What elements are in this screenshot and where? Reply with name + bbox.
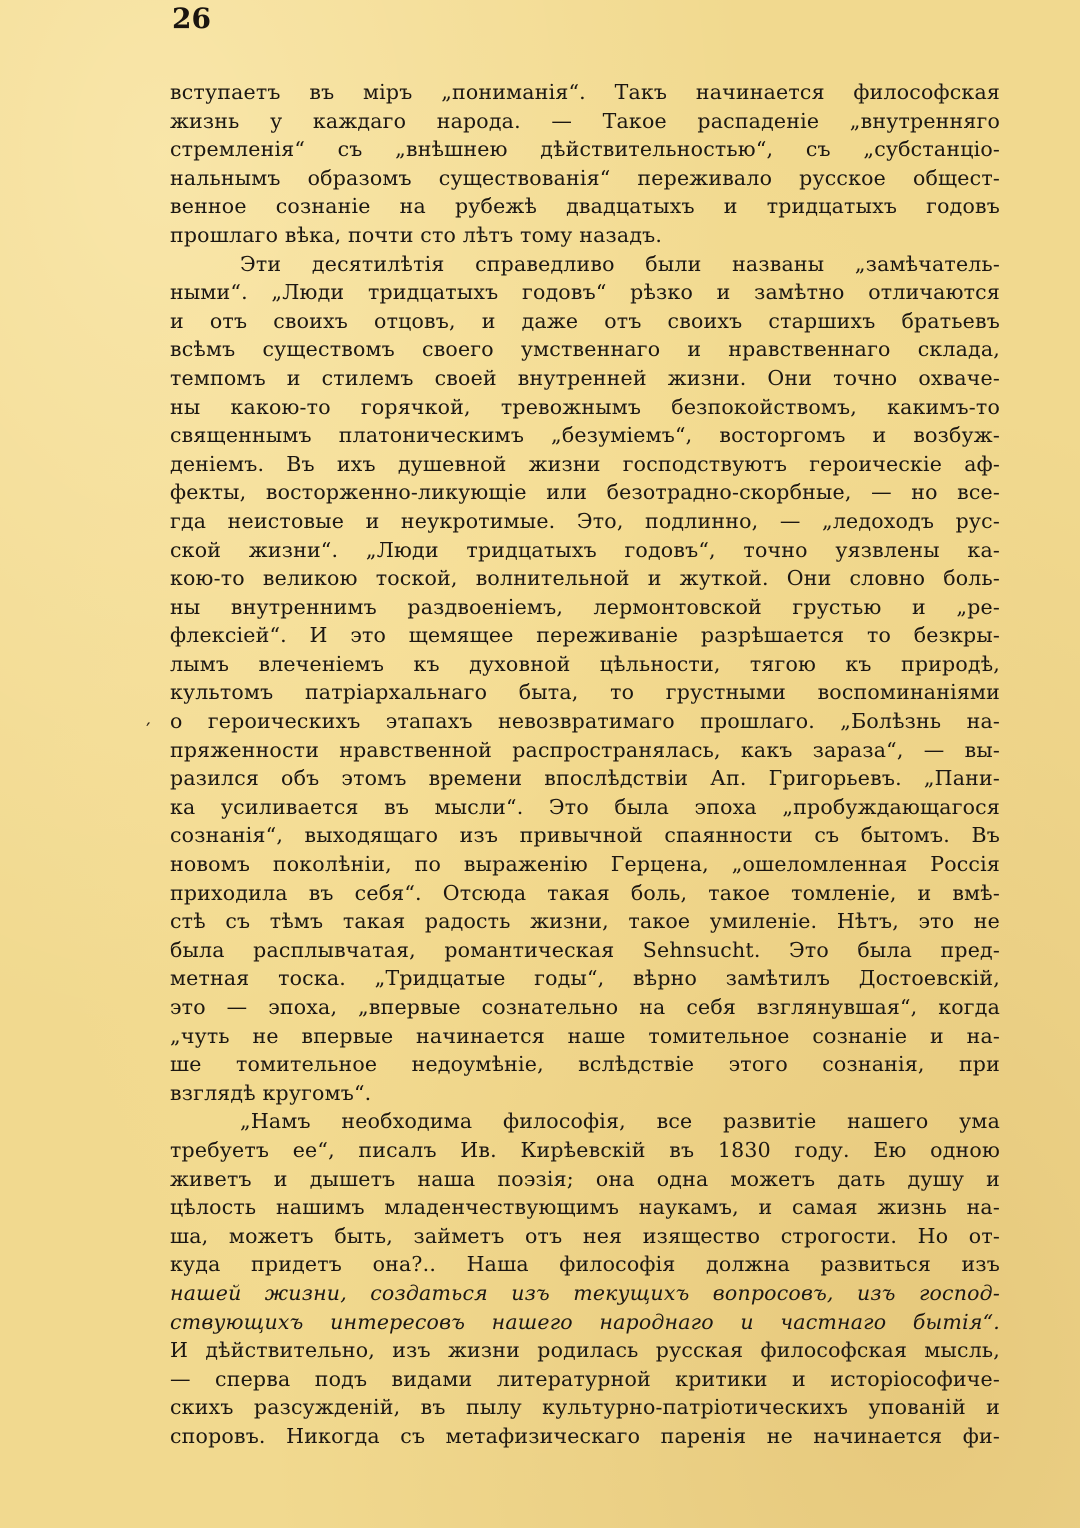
text-line: сознанія“, выходящаго изъ привычной спаянности съ бытомъ. Въ: [170, 823, 1000, 848]
text-line: И дѣйствительно, изъ жизни родилась русская философская мысль,: [170, 1338, 1000, 1363]
text-line: новомъ поколѣніи, по выраженію Герцена, „ошеломленная Россія: [170, 852, 1000, 877]
text-line: священнымъ платоническимъ „безуміемъ“, восторгомъ и возбуж-: [170, 423, 1000, 448]
text-line: флексіей“. И это щемящее переживаніе разрѣшается то безкры-: [170, 623, 1000, 648]
text-line: всѣмъ существомъ своего умственнаго и нравственнаго склада,: [170, 337, 1000, 362]
text-line: вступаетъ въ міръ „пониманія“. Такъ начинается философская: [170, 80, 1000, 104]
text-line: „чуть не впервые начинается наше томительное сознаніе и на-: [170, 1023, 1000, 1048]
body-text: [170, 78, 1000, 1451]
text-line: ствующихъ интересовъ нашего народнаго и частнаго бытія“.: [170, 1309, 1000, 1334]
text-line: ка усиливается въ мысли“. Это была эпоха „пробуждающагося: [170, 794, 1000, 819]
text-line: лымъ влеченіемъ къ духовной цѣльности, тягою къ природѣ,: [170, 651, 1000, 676]
text-line: кою-то великою тоской, волнительной и жуткой. Они словно боль-: [170, 566, 1000, 591]
text-line: — сперва подъ видами литературной критики и исторіософиче-: [170, 1366, 1000, 1391]
text-line: „Намъ необходима философія, все развитіе нашего ума: [240, 1109, 1000, 1134]
text-line: гда неистовые и неукротимые. Это, подлинно, — „ледоходъ рус-: [170, 508, 1000, 533]
text-line: взглядѣ кругомъ“.: [170, 1080, 372, 1105]
text-line: была расплывчатая, романтическая Sehnsucht. Это была пред-: [170, 937, 1000, 962]
text-line: ше томительное недоумѣніе, вслѣдствіе этого сознанія, при: [170, 1052, 1000, 1077]
text-line: ны внутреннимъ раздвоеніемъ, лермонтовской грустью и „ре-: [170, 594, 1000, 619]
text-line: ными“. „Люди тридцатыхъ годовъ“ рѣзко и замѣтно отличаются: [170, 280, 1000, 305]
text-line: пряженности нравственной распространялась, какъ зараза“, — вы-: [170, 737, 1000, 762]
text-line: стремленія“ съ „внѣшнею дѣйствительностью“, съ „субстанціо-: [170, 137, 1000, 162]
text-line: ша, можетъ быть, займетъ отъ нея изящество строгости. Но от-: [170, 1223, 1000, 1248]
text-line: темпомъ и стилемъ своей внутренней жизни. Они точно охваче-: [170, 365, 1000, 390]
text-line: требуетъ ее“, писалъ Ив. Кирѣевскій въ 1830 году. Ею одною: [170, 1137, 1000, 1162]
text-line: живетъ и дышетъ наша поэзія; она одна можетъ дать душу и: [170, 1166, 1000, 1191]
text-line: это — эпоха, „впервые сознательно на себя взглянувшая“, когда: [170, 995, 1000, 1019]
text-line: Эти десятилѣтія справедливо были названы „замѣчатель-: [240, 251, 1000, 276]
margin-mark: ′: [146, 718, 151, 742]
text-line: метная тоска. „Тридцатые годы“, вѣрно замѣтилъ Достоевскій,: [170, 966, 1000, 991]
text-line: скихъ разсужденій, въ пылу культурно-патріотическихъ упованій и: [170, 1395, 1000, 1420]
text-line: споровъ. Никогда съ метафизическаго паренія не начинается фи-: [170, 1423, 1000, 1448]
text-line: культомъ патріархальнаго быта, то грустными воспоминаніями: [170, 680, 1000, 705]
text-line: ской жизни“. „Люди тридцатыхъ годовъ“, точно уязвлены ка-: [170, 537, 1000, 562]
text-line: венное сознаніе на рубежѣ двадцатыхъ и тридцатыхъ годовъ: [170, 194, 1000, 219]
text-line: и отъ своихъ отцовъ, и даже отъ своихъ старшихъ братьевъ: [170, 308, 1000, 333]
text-line: разился объ этомъ времени впослѣдствіи Ап. Григорьевъ. „Пани-: [170, 766, 1000, 791]
text-line: фекты, восторженно-ликующіе или безотрадно-скорбные, — но все-: [170, 480, 1000, 505]
text-line: цѣлость нашимъ младенчествующимъ наукамъ, и самая жизнь на-: [170, 1195, 1000, 1220]
text-line: нальнымъ образомъ существованія“ переживало русское общест-: [170, 165, 1000, 190]
text-line: нашей жизни, создаться изъ текущихъ вопросовъ, изъ господ-: [170, 1280, 1000, 1305]
text-line: куда придетъ она?.. Наша философія должна развиться изъ: [170, 1252, 1000, 1277]
text-line: жизнь у каждаго народа. — Такое распаденіе „внутренняго: [170, 108, 1000, 133]
text-line: о героическихъ этапахъ невозвратимаго прошлаго. „Болѣзнь на-: [170, 709, 1000, 734]
page-number: 26: [172, 2, 211, 35]
text-line: деніемъ. Въ ихъ душевной жизни господствуютъ героическіе аф-: [170, 451, 1000, 476]
text-line: ны какою-то горячкой, тревожнымъ безпокойствомъ, какимъ-то: [170, 394, 1000, 419]
text-line: стѣ съ тѣмъ такая радость жизни, такое умиленіе. Нѣтъ, это не: [170, 909, 1000, 934]
text-line: прошлаго вѣка, почти сто лѣтъ тому назадъ.: [170, 222, 663, 247]
text-line: приходила въ себя“. Отсюда такая боль, такое томленіе, и вмѣ-: [170, 880, 1000, 905]
